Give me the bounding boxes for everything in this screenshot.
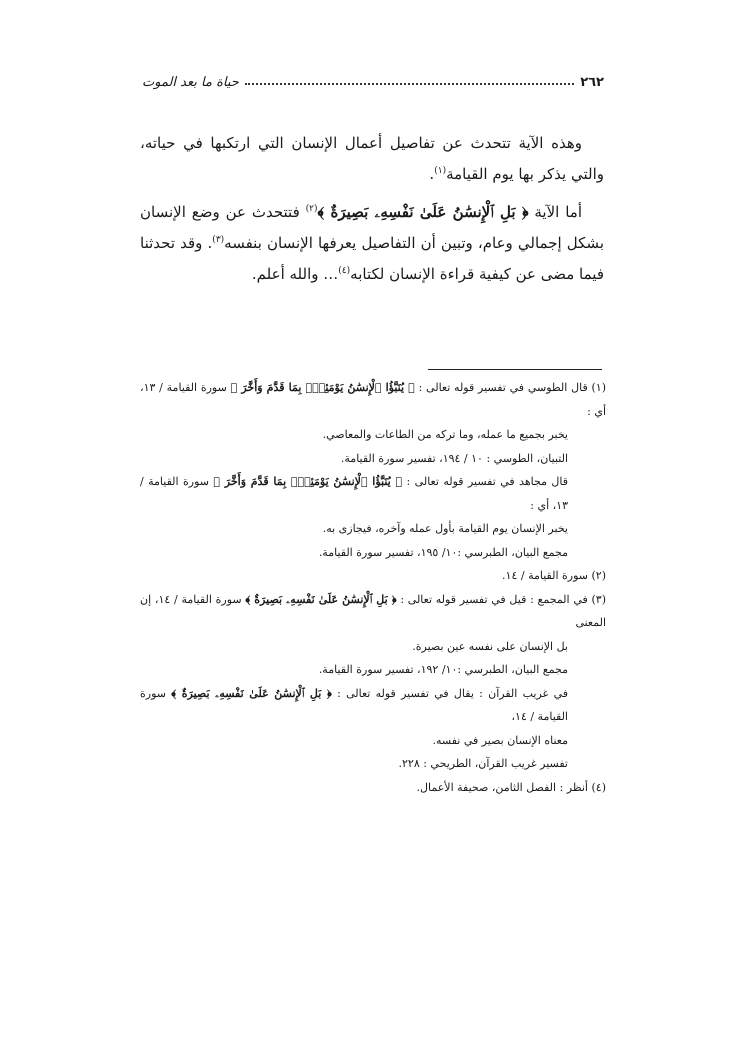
- footnote-3-intro: (٣) في المجمع : قيل في تفسير قوله تعالى :: [400, 592, 607, 606]
- footnote-3b-line-2: معناه الإنسان بصير في نفسه.: [432, 733, 568, 747]
- footnote-1b: [140, 470, 606, 564]
- footnote-ref-3: (٣): [212, 235, 225, 245]
- footnote-3b-source: تفسير غريب القرآن، الطريحي : ٢٢٨.: [398, 757, 568, 770]
- footnote-3-line-1: [140, 588, 606, 635]
- main-text: [140, 128, 604, 297]
- page-number: ٢٦٢: [580, 74, 604, 90]
- running-header: [142, 70, 604, 94]
- paragraph-1-text: وهذه الآية تتحدث عن تفاصيل أعمال الإنسان التي ارتكبها في حياته، والتي يذكر بها يوم القيامة: [140, 134, 604, 183]
- footnote-3b-line-1: [140, 682, 606, 729]
- footnote-1b-line-2: يخبر الإنسان يوم القيامة بأول عمله وآخره، فيجازى به.: [322, 522, 568, 535]
- footnote-4: (٤) أنظر : الفصل الثامن، صحيفة الأعمال.: [416, 780, 606, 794]
- paragraph-2-start: أما الآية: [534, 203, 582, 221]
- paragraph-2-mid: فتتحدث عن وضع الإنسان بشكل إجمالي وعام، وتبين أن التفاصيل يعرفها الإنسان بنفسه: [140, 203, 604, 252]
- footnotes: [140, 376, 606, 799]
- footnote-3: [140, 588, 606, 682]
- footnote-1-line-1: [140, 376, 606, 423]
- footnote-1b-intro: قال مجاهد في تفسير قوله تعالى :: [406, 475, 569, 488]
- footnote-2: (٢) سورة القيامة / ١٤.: [502, 569, 606, 582]
- footnote-1-verse: ﴿ يُنَبَّؤُا ٱلْإِنسَٰنُ يَوْمَئِذٍۭ بِمَا قَدَّمَ وَأَخَّرَ ﴾: [230, 381, 415, 394]
- footnote-3-verse: ﴿ بَلِ ٱلْإِنسَٰنُ عَلَىٰ نَفْسِهِۦ بَصِيرَةٌ ﴾: [245, 592, 397, 606]
- book-title: حياة ما بعد الموت: [142, 74, 239, 90]
- header-dot-leader: [245, 83, 574, 85]
- footnote-1-intro: (١) قال الطوسي في تفسير قوله تعالى :: [418, 381, 607, 394]
- footnote-ref-4: (٤): [338, 266, 351, 276]
- footnote-1: [140, 376, 606, 470]
- footnote-1b-citation: سورة القيامة / ١٣، أي :: [140, 475, 568, 512]
- paragraph-2-mid2: . وقد تحدثنا فيما مضى عن كيفية قراءة الإنسان لكتابه: [140, 234, 604, 283]
- footnote-3b: [140, 682, 606, 776]
- paragraph-2-end: … والله أعلم.: [251, 265, 339, 283]
- footnote-3b-verse: ﴿ بَلِ ٱلْإِنسَٰنُ عَلَىٰ نَفْسِهِۦ بَصِيرَةٌ ﴾: [171, 686, 332, 700]
- footnote-separator: [428, 369, 602, 370]
- footnote-1b-source: مجمع البيان، الطبرسي :١٠/ ١٩٥، تفسير سورة القيامة.: [318, 545, 568, 559]
- footnote-1b-verse: ﴿ يُنَبَّؤُا ٱلْإِنسَٰنُ يَوْمَئِذٍۭ بِمَا قَدَّمَ وَأَخَّرَ ﴾: [213, 475, 403, 488]
- footnote-1-line-2: يخبر بجميع ما عمله، وما تركه من الطاعات والمعاصي.: [322, 428, 568, 441]
- footnote-1-source: التبيان، الطوسي : ١٠ / ١٩٤، تفسير سورة القيامة.: [340, 451, 568, 465]
- footnote-1-citation: سورة القيامة / ١٣، أي :: [140, 381, 606, 418]
- quran-verse: ﴿ بَلِ ٱلْإِنسَٰنُ عَلَىٰ نَفْسِهِۦ بَصِيرَةٌ ﴾: [317, 203, 529, 221]
- paragraph-1-end: .: [429, 165, 435, 183]
- footnote-3-citation: سورة القيامة / ١٤، إن المعنى: [140, 592, 606, 629]
- paragraph-2: [140, 197, 604, 290]
- footnote-3b-citation: سورة القيامة / ١٤،: [140, 686, 568, 723]
- footnote-3b-intro: في غريب القرآن : يقال في تفسير قوله تعالى :: [337, 686, 569, 700]
- paragraph-1: [140, 128, 604, 190]
- footnote-ref-1: (١): [434, 166, 447, 176]
- footnote-1b-line-1: [140, 470, 606, 517]
- footnote-3-source: مجمع البيان، الطبرسي :١٠/ ١٩٢، تفسير سورة القيامة.: [318, 663, 568, 676]
- footnote-ref-2: (٢): [305, 204, 318, 214]
- footnote-3-line-2: بل الإنسان على نفسه عين بصيرة.: [412, 639, 568, 653]
